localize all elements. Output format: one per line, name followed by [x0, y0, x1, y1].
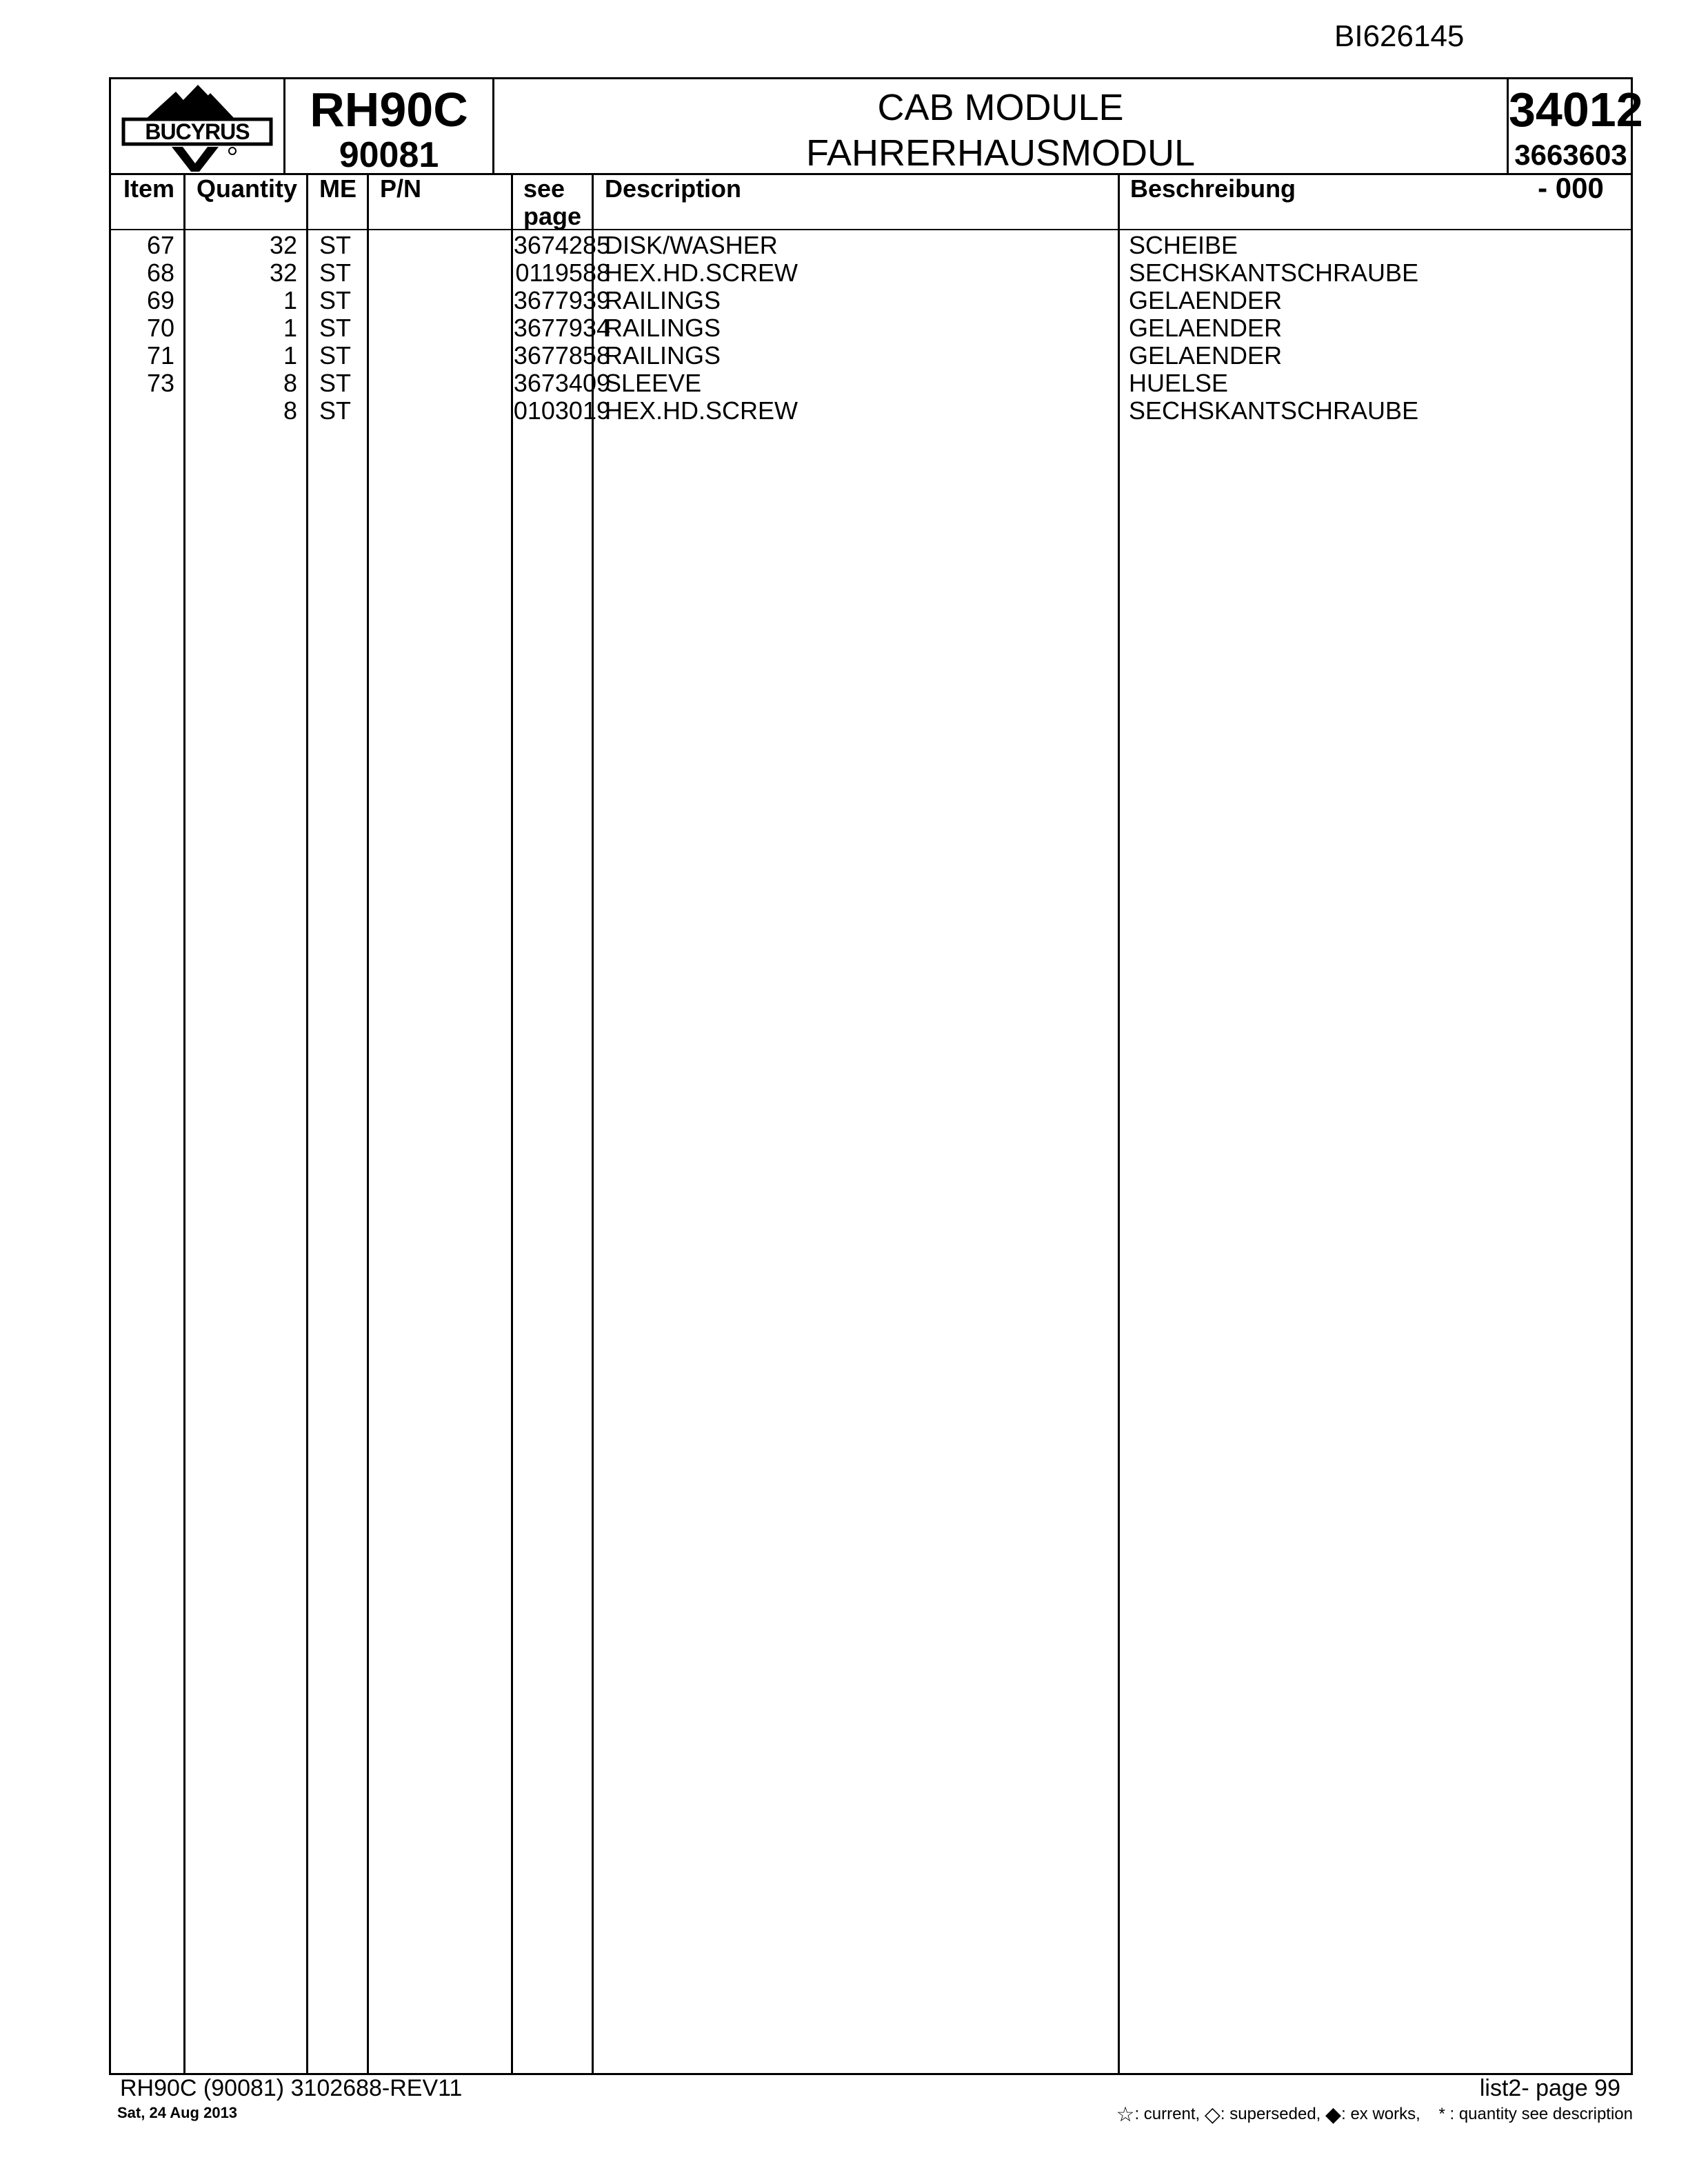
cell-description: RAILINGS: [605, 341, 721, 370]
cell-pn: 3677858: [513, 341, 610, 370]
cell-pn: 3677939: [513, 286, 610, 314]
cell-pn: 0103019: [513, 396, 610, 425]
cell-quantity: 8: [283, 396, 297, 425]
footer-document-reference: RH90C (90081) 3102688-REV11: [120, 2075, 463, 2101]
table-row: [111, 287, 1631, 314]
table-row: [111, 259, 1631, 287]
cell-item: 71: [146, 341, 174, 370]
legend-ex-works: : ex works,: [1341, 2105, 1420, 2123]
cell-me: ST: [319, 369, 352, 397]
cell-description: HEX.HD.SCREW: [605, 396, 798, 425]
cell-quantity: 32: [269, 231, 297, 259]
column-header-pn: P/N: [380, 174, 422, 203]
legend-quantity-note: : quantity see description: [1449, 2105, 1633, 2123]
table-row: [111, 232, 1631, 259]
legend-quantity-mark: *: [1438, 2105, 1445, 2123]
bucyrus-logo: [111, 79, 283, 173]
cell-me: ST: [319, 314, 352, 342]
group-number: 34012: [1509, 83, 1643, 136]
cell-pn: 3677934: [513, 314, 610, 342]
cell-item: 69: [146, 286, 174, 314]
table-row: [111, 314, 1631, 342]
column-header-see: see: [523, 174, 565, 203]
diamond-filled-icon: ◆: [1325, 2103, 1342, 2126]
column-header-description: Description: [605, 174, 742, 203]
diamond-outline-icon: ◇: [1204, 2103, 1220, 2126]
parts-table: [109, 174, 1633, 2075]
cell-beschreibung: GELAENDER: [1129, 314, 1283, 342]
document-id: BI626145: [1334, 19, 1465, 53]
group-reference: 3663603 - 000: [1514, 139, 1627, 204]
cell-pn: 0119588: [515, 259, 610, 287]
cell-beschreibung: HUELSE: [1129, 369, 1229, 397]
cell-quantity: 1: [283, 286, 297, 314]
cell-me: ST: [319, 396, 352, 425]
legend-superseded: : superseded,: [1220, 2105, 1321, 2123]
cell-pn: 3673409: [513, 369, 610, 397]
cell-beschreibung: SECHSKANTSCHRAUBE: [1129, 396, 1419, 425]
cell-me: ST: [319, 259, 352, 287]
table-row: [111, 370, 1631, 397]
logo-text: BUCYRUS: [145, 119, 250, 144]
cell-me: ST: [319, 231, 352, 259]
cell-beschreibung: SCHEIBE: [1129, 231, 1238, 259]
cell-item: 70: [146, 314, 174, 342]
footer-legend: [1116, 2103, 1633, 2127]
cell-description: RAILINGS: [605, 286, 721, 314]
footer-page-number: list2- page 99: [1479, 2075, 1620, 2101]
model-title: RH90C: [310, 83, 468, 136]
cell-quantity: 1: [283, 314, 297, 342]
column-header-beschreibung: Beschreibung: [1130, 174, 1296, 203]
star-outline-icon: ☆: [1116, 2103, 1135, 2126]
cell-beschreibung: GELAENDER: [1129, 286, 1283, 314]
footer-date: Sat, 24 Aug 2013: [117, 2104, 238, 2121]
cell-beschreibung: GELAENDER: [1129, 341, 1283, 370]
page-title-english: CAB MODULE: [877, 87, 1124, 128]
cell-description: HEX.HD.SCREW: [605, 259, 798, 287]
cell-quantity: 8: [283, 369, 297, 397]
cell-me: ST: [319, 341, 352, 370]
cell-description: SLEEVE: [605, 369, 702, 397]
column-header-page: page: [523, 202, 582, 230]
cell-description: RAILINGS: [605, 314, 721, 342]
table-row: [111, 342, 1631, 370]
cell-me: ST: [319, 286, 352, 314]
cell-item: 68: [146, 259, 174, 287]
cell-beschreibung: SECHSKANTSCHRAUBE: [1129, 259, 1419, 287]
page-title-german: FAHRERHAUSMODUL: [805, 132, 1196, 174]
cell-quantity: 32: [269, 259, 297, 287]
cell-description: DISK/WASHER: [605, 231, 778, 259]
cell-item: 67: [146, 231, 174, 259]
legend-current: : current,: [1134, 2105, 1200, 2123]
table-row: [111, 397, 1631, 425]
model-number: 90081: [339, 135, 439, 175]
column-header-quantity: Quantity: [197, 174, 298, 203]
cell-pn: 3674285: [513, 231, 610, 259]
column-header-me: ME: [319, 174, 356, 203]
cell-item: 73: [146, 369, 174, 397]
column-header-item: Item: [123, 174, 175, 203]
cell-quantity: 1: [283, 341, 297, 370]
